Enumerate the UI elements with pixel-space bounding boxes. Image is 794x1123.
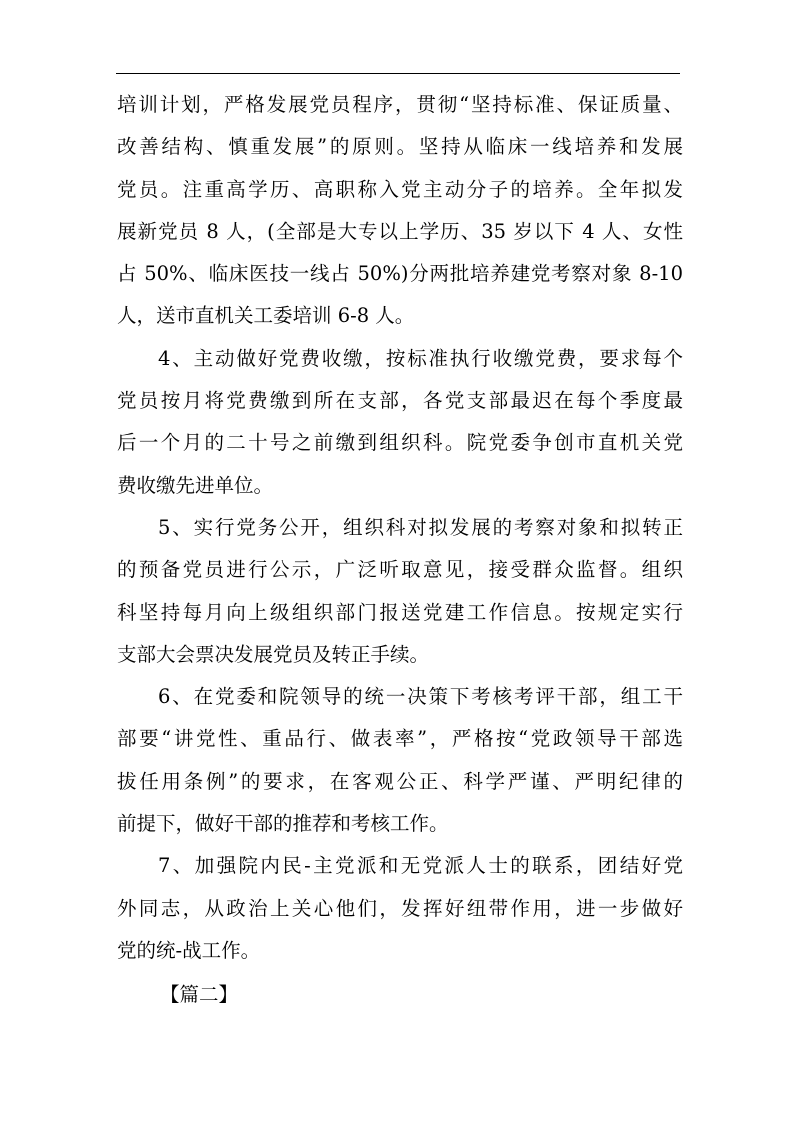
- text-line: 党的统-战工作。: [117, 938, 261, 962]
- text-line: 6、在党委和院领导的统一决策下考核考评干部，组工干: [158, 685, 683, 709]
- text-line: 7、加强院内民-主党派和无党派人士的联系，团结好党: [158, 854, 683, 878]
- text-line: 科坚持每月向上级组织部门报送党建工作信息。按规定实行: [117, 600, 683, 624]
- text-line: 后一个月的二十号之前缴到组织科。院党委争创市直机关党: [117, 431, 683, 455]
- text-line: 部要“讲党性、重品行、做表率”，严格按“党政领导干部选: [117, 727, 683, 751]
- text-line: 党员。注重高学历、高职称入党主动分子的培养。全年拟发: [117, 177, 683, 201]
- text-line: 支部大会票决发展党员及转正手续。: [117, 642, 430, 666]
- text-line: 拔任用条例”的要求，在客观公正、科学严谨、严明纪律的: [117, 769, 683, 793]
- text-line: 4、主动做好党费收缴，按标准执行收缴党费，要求每个: [158, 346, 683, 370]
- text-line: 人，送市直机关工委培训 6-8 人。: [117, 304, 415, 328]
- text-line: 展新党员 8 人，(全部是大专以上学历、35 岁以下 4 人、女性: [117, 219, 683, 243]
- text-line: 占 50%、临床医技一线占 50%)分两批培养建党考察对象 8-10: [117, 262, 683, 286]
- text-line: 费收缴先进单位。: [117, 473, 274, 497]
- section-heading: 【篇二】: [160, 983, 239, 1007]
- text-line: 5、实行党务公开，组织科对拟发展的考察对象和拟转正: [158, 515, 683, 539]
- text-line: 前提下，做好干部的推荐和考核工作。: [117, 812, 449, 836]
- text-line: 的预备党员进行公示，广泛听取意见，接受群众监督。组织: [117, 558, 683, 582]
- text-line: 改善结构、慎重发展”的原则。坚持从临床一线培养和发展: [117, 135, 683, 159]
- text-line: 党员按月将党费缴到所在支部，各党支部最迟在每个季度最: [117, 389, 683, 413]
- text-line: 培训计划，严格发展党员程序，贯彻“坚持标准、保证质量、: [117, 93, 683, 116]
- body-text: [117, 84, 683, 1017]
- header-rule: [116, 73, 680, 74]
- text-line: 外同志，从政治上关心他们，发挥好纽带作用，进一步做好: [117, 896, 683, 920]
